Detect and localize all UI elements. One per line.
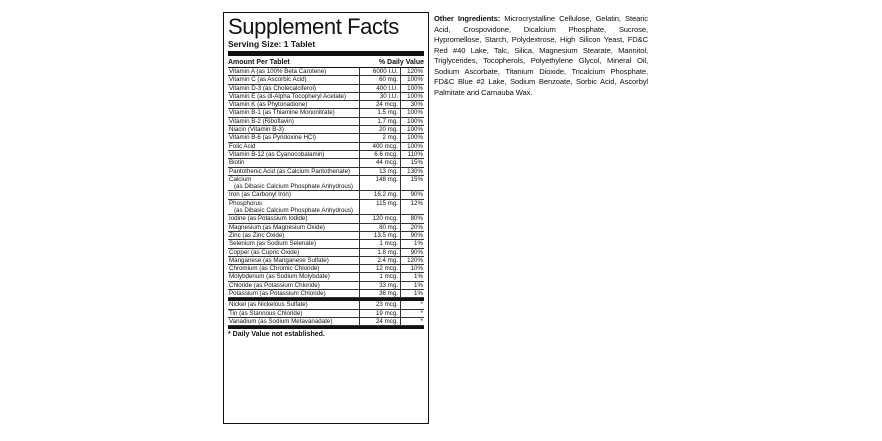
nutrient-name [228,232,359,239]
nutrient-row [228,282,424,290]
nutrient-name-text: Niacin (Vitamin B-3) [229,126,284,134]
nutrient-name [228,85,359,92]
nutrient-amount: 1 mcg. [359,273,400,280]
header-daily-value: % Daily Value [378,59,424,66]
nutrient-daily-value: 130% [400,168,424,175]
nutrient-name-text: Copper (as Cupric Oxide) [229,248,300,256]
nutrient-name-text: Folic Acid [229,142,256,150]
nutrient-amount: 115 mg. [359,200,400,215]
nutrient-row [228,290,424,298]
nutrient-name-text: Nickel (as Nickelous Sulfate) [229,301,308,309]
nutrient-name-text: Vitamin D-3 (as Cholecalciferol) [229,84,316,92]
nutrient-daily-value: 12% [400,200,424,215]
nutrient-row [228,301,424,309]
footnote: * Daily Value not established. [228,331,325,339]
nutrient-name [228,109,359,116]
nutrient-name [228,101,359,108]
nutrient-name-text: Magnesium (as Magnesium Oxide) [229,223,325,231]
nutrient-daily-value: 1% [400,273,424,280]
nutrient-row [228,143,424,151]
nutrient-daily-value: 100% [400,76,424,83]
nutrient-row [228,134,424,142]
nutrient-amount: 120 mcg. [359,215,400,222]
nutrient-amount: 13 mg. [359,168,400,175]
nutrient-daily-value: 100% [400,118,424,125]
nutrient-name-text: Vitamin E (as dl-Alpha Tocopheryl Acetate) [229,92,347,100]
nutrient-row [228,159,424,167]
nutrient-amount: 33 mg. [359,282,400,289]
nutrient-source: (as Dibasic Calcium Phosphate Anhydrous) [234,183,353,191]
nutrient-name [228,200,359,215]
nutrient-daily-value: 1% [400,240,424,247]
nutrient-name-text: Selenium (as Sodium Selenate) [229,240,317,248]
nutrient-name [228,68,359,75]
nutrient-daily-value: 10% [400,265,424,272]
nutrient-row [228,191,424,199]
nutrient-name-text: Tin (as Stannous Chloride) [229,309,303,317]
other-ingredients [434,14,648,98]
nutrient-row [228,168,424,176]
nutrient-row [228,240,424,248]
nutrient-name [228,257,359,264]
nutrient-daily-value: 15% [400,159,424,166]
nutrient-daily-value: 1% [400,282,424,289]
nutrient-amount: 30 I.U. [359,93,400,100]
nutrient-name-text: Biotin [229,159,245,167]
nutrient-name-text: Manganese (as Manganese Sulfate) [229,256,329,264]
nutrient-row [228,151,424,159]
nutrient-name-text: Vanadium (as Sodium Metavanadate) [229,317,333,325]
other-ingredients-label: Other Ingredients: [434,14,501,23]
nutrient-name-text: Vitamin B-1 (as Thiamine Mononitrate) [229,109,335,117]
nutrient-daily-value: * [400,310,424,317]
nutrient-daily-value: 1% [400,290,424,297]
nutrient-name [228,265,359,272]
nutrient-daily-value: 100% [400,126,424,133]
nutrient-name [228,301,359,308]
nutrient-row [228,118,424,126]
nutrient-row [228,200,424,216]
nutrient-amount: 19 mcg. [359,310,400,317]
nutrient-row [228,68,424,76]
nutrient-name-text: Phosphorus [229,199,263,207]
nutrient-name [228,176,359,191]
nutrient-daily-value: 90% [400,191,424,198]
nutrient-daily-value: 100% [400,85,424,92]
facts-title: Supplement Facts [228,14,399,39]
nutrient-row [228,126,424,134]
nutrient-name [228,191,359,198]
nutrient-row [228,318,424,326]
nutrient-amount: 1.7 mg. [359,118,400,125]
nutrient-amount: 60 mg. [359,76,400,83]
nutrient-daily-value: * [400,301,424,308]
nutrient-daily-value: 100% [400,134,424,141]
nutrient-list-unestablished [228,301,424,326]
nutrient-row [228,109,424,117]
nutrient-list [228,68,424,298]
nutrient-name [228,240,359,247]
nutrient-name [228,134,359,141]
nutrient-amount: 400 mcg. [359,143,400,150]
nutrient-name [228,249,359,256]
nutrient-row [228,76,424,84]
nutrient-name-text: Vitamin B-2 (Riboflavin) [229,117,294,125]
nutrient-row [228,101,424,109]
nutrient-name [228,151,359,158]
nutrient-name-text: Pantothenic Acid (as Calcium Pantothenate) [229,167,351,175]
nutrient-name-text: Vitamin K (as Phytonadione) [229,101,308,109]
nutrient-row [228,249,424,257]
nutrient-name-text: Vitamin B-12 (as Cyanocobalamin) [229,150,325,158]
nutrient-name [228,215,359,222]
nutrient-row [228,85,424,93]
nutrient-name-text: Vitamin C (as Ascorbic Acid) [229,76,307,84]
nutrient-row [228,310,424,318]
nutrient-name-text: Iodine (as Potassium Iodide) [229,215,308,223]
nutrient-daily-value: 110% [400,151,424,158]
nutrient-name [228,282,359,289]
nutrient-name [228,310,359,317]
nutrient-name-text: Zinc (as Zinc Oxide) [229,231,285,239]
nutrient-amount: 2 mg. [359,134,400,141]
nutrient-name-text: Calcium [229,175,252,183]
nutrient-name [228,118,359,125]
nutrient-name-text: Vitamin A (as 100% Beta Carotene) [229,68,327,75]
nutrient-name-text: Potassium (as Potassium Chloride) [229,290,326,298]
nutrient-name [228,273,359,280]
nutrient-daily-value: 100% [400,93,424,100]
nutrient-name-text: Molybdenum (as Sodium Molybdate) [229,273,330,281]
header-amount: Amount Per Tablet [228,59,290,66]
nutrient-daily-value: 120% [400,68,424,75]
nutrient-amount: 6000 I.U. [359,68,400,75]
nutrient-name [228,318,359,325]
nutrient-daily-value: 15% [400,176,424,191]
nutrient-amount: 36 mg. [359,290,400,297]
nutrient-row [228,93,424,101]
nutrient-amount: 2.4 mg. [359,257,400,264]
supplement-facts-panel [223,12,429,424]
nutrient-amount: 16.2 mg. [359,191,400,198]
nutrient-name-text: Vitamin B-6 (as Pyridoxine HCl) [229,134,316,142]
nutrient-amount: 1 mcg. [359,240,400,247]
nutrient-row [228,232,424,240]
nutrient-amount: 24 mcg. [359,318,400,325]
nutrient-daily-value: 90% [400,249,424,256]
nutrient-name-text: Chloride (as Potassium Chloride) [229,281,320,289]
nutrient-amount: 24 mcg. [359,101,400,108]
nutrient-source: (as Dibasic Calcium Phosphate Anhydrous) [234,207,353,215]
nutrient-amount: 148 mg. [359,176,400,191]
nutrient-name [228,290,359,297]
nutrient-amount: 80 mg. [359,224,400,231]
nutrient-name [228,224,359,231]
nutrient-daily-value: 90% [400,232,424,239]
nutrient-name-text: Iron (as Carbonyl Iron) [229,191,291,199]
serving-size: Serving Size: 1 Tablet [228,39,316,49]
table-header [228,56,424,68]
nutrient-amount: 44 mcg. [359,159,400,166]
nutrient-name [228,126,359,133]
nutrient-name [228,93,359,100]
other-ingredients-text: Microcrystalline Cellulose, Gelatin, Stearic Acid, Crospovidone, Dicalcium Phosphate, Sucrose, Hypromellose, Starch, Polydextrose, High Silicon Yeast, FD&C Red #40 Lake, Talc, Silica, Magnesium Stearate, Mannitol, Triglycerides, Tocopherols, Polyethylene Glycol, Mineral Oil, Sodium Ascorbate, Titanium Dioxide, Tricalcium Phosphate, FD&C Blue #2 Lake, Sodium Benzoate, Sorbic Acid, Ascorbyl Palmitate and Carnauba Wax. [434,14,648,97]
nutrient-name [228,76,359,83]
nutrient-daily-value: 30% [400,101,424,108]
nutrient-daily-value: 100% [400,143,424,150]
nutrient-daily-value: 100% [400,109,424,116]
nutrient-amount: 1.8 mg. [359,249,400,256]
nutrient-name [228,168,359,175]
nutrient-row [228,265,424,273]
nutrient-name-text: Chromium (as Chromic Chloride) [229,265,320,273]
nutrient-row [228,176,424,192]
nutrient-row [228,215,424,223]
nutrient-row [228,273,424,281]
nutrient-amount: 12 mcg. [359,265,400,272]
nutrient-amount: 20 mg. [359,126,400,133]
nutrient-daily-value: 120% [400,257,424,264]
nutrient-name [228,143,359,150]
nutrient-daily-value: 20% [400,224,424,231]
nutrient-amount: 6.6 mcg. [359,151,400,158]
nutrient-row [228,224,424,232]
nutrient-name [228,159,359,166]
nutrient-daily-value: 80% [400,215,424,222]
nutrient-row [228,257,424,265]
nutrient-amount: 400 I.U. [359,85,400,92]
nutrient-daily-value: * [400,318,424,325]
nutrient-amount: 23 mcg. [359,301,400,308]
nutrient-amount: 1.5 mg. [359,109,400,116]
nutrient-amount: 13.5 mg. [359,232,400,239]
